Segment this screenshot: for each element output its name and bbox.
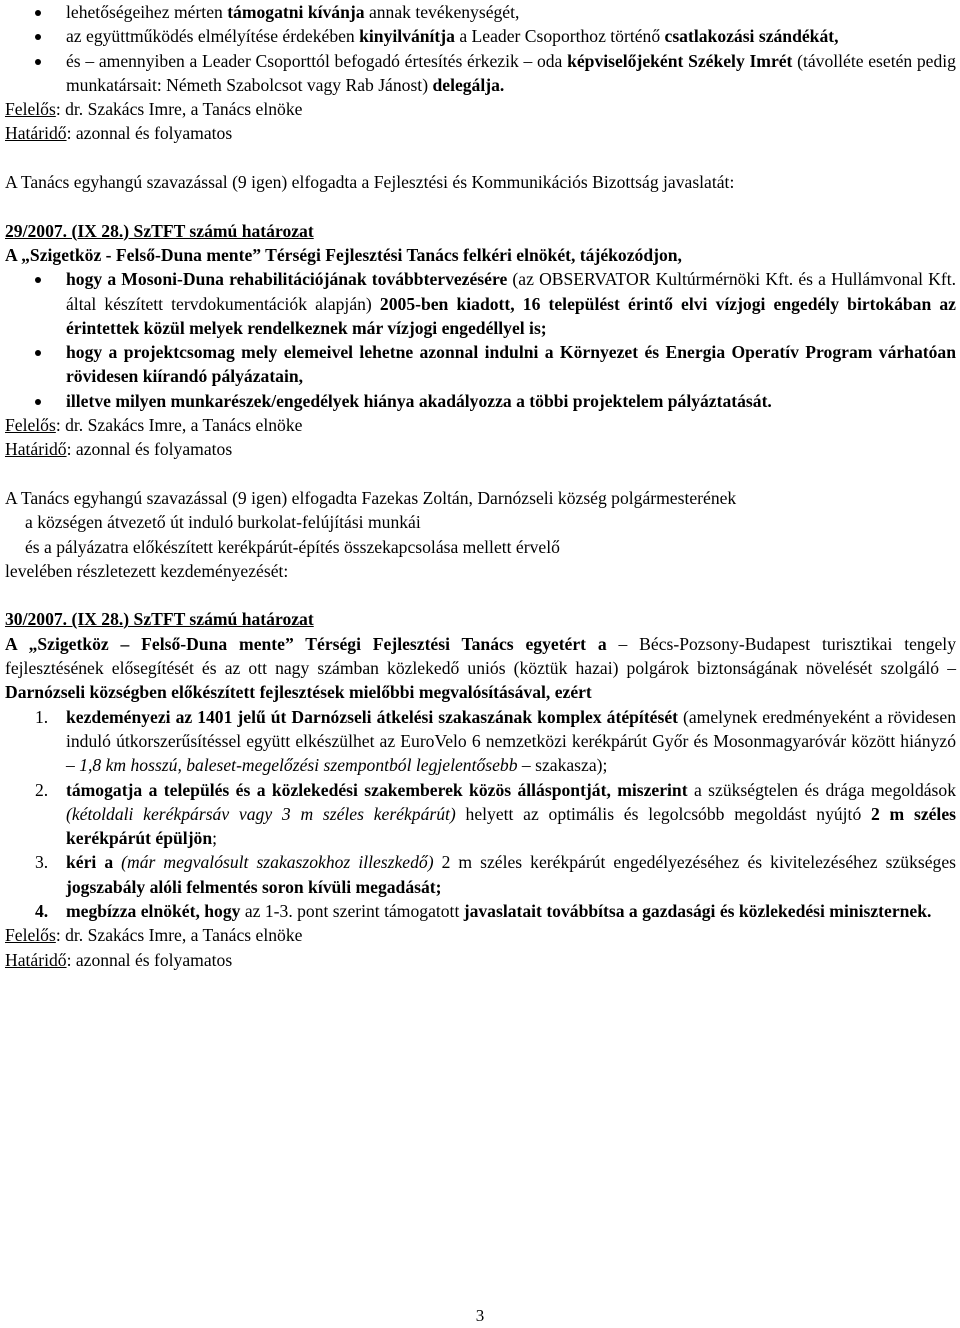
bullet-icon bbox=[35, 350, 41, 356]
resolution-30-heading: 30/2007. (IX 28.) SzTFT számú határozat bbox=[5, 609, 314, 630]
vote-statement-2: A Tanács egyhangú szavazással (9 igen) elfogadta Fazekas Zoltán, Darnózseli község polgármesterének bbox=[5, 487, 737, 508]
list-item: 1. kezdeményezi az 1401 jelű út Darnózseli átkelési szakaszának komplex átépítését (amelynek eredményeként a rövidesen induló útkorszerűsítéssel együtt elkészülhet az EuroVelo 6 nemzetközi kerékpárút Győr és Mosonmagyaróvár között hiányzó – 1,8 km hosszú, baleset-megelőzési szempontból legjelentősebb – szakasza); bbox=[35, 706, 956, 776]
document-page bbox=[5, 0, 956, 972]
list-item: illetve milyen munkarészek/engedélyek hiánya akadályozza a többi projektelem pályáztatását. bbox=[5, 389, 956, 413]
bullet-list-1 bbox=[5, 0, 956, 97]
deadline-line: Határidő: azonnal és folyamatos bbox=[5, 123, 233, 144]
vote-statement-2-line: és a pályázatra előkészített kerékpárút-építés összekapcsolása mellett érvelő bbox=[25, 536, 560, 557]
vote-statement-2-line: a községen átvezető út induló burkolat-felújítási munkái bbox=[25, 512, 421, 533]
list-item: 3. kéri a (már megvalósult szakaszokhoz illeszkedő) 2 m széles kerékpárút engedélyezéséhez és kivitelezéséhez szükséges jogszabály alóli felmentés soron kívüli megadását; bbox=[35, 852, 956, 897]
vote-statement-2-line: levelében részletezett kezdeményezését: bbox=[5, 560, 289, 581]
bullet-icon bbox=[35, 399, 41, 405]
bullet-icon bbox=[35, 59, 41, 65]
resolution-29-heading: 29/2007. (IX 28.) SzTFT számú határozat bbox=[5, 220, 314, 241]
bullet-icon bbox=[35, 10, 41, 16]
list-item: 4. megbízza elnökét, hogy az 1-3. pont szerint támogatott javaslatait továbbítsa a gazdasági és közlekedési miniszternek. bbox=[35, 900, 932, 921]
resolution-29-intro: A „Szigetköz - Felső-Duna mente” Térségi Fejlesztési Tanács felkéri elnökét, tájékozódjon, bbox=[5, 244, 682, 265]
page-number: 3 bbox=[475, 1306, 485, 1325]
responsible-line: Felelős: dr. Szakács Imre, a Tanács elnöke bbox=[5, 99, 303, 120]
list-item: az együttműködés elmélyítése érdekében kinyilvánítja a Leader Csoporthoz történő csatlakozási szándékát, bbox=[5, 24, 956, 48]
list-item: 2. támogatja a település és a közlekedési szakemberek közös álláspontját, miszerint a szükségtelen és drága megoldások (kétoldali kerékpársáv vagy 3 m széles kerékpárút) helyett az optimális és legolcsóbb megoldást nyújtó 2 m széles kerékpárút épüljön; bbox=[35, 779, 956, 849]
bullet-icon bbox=[35, 277, 41, 283]
bullet-icon bbox=[35, 34, 41, 40]
deadline-line: Határidő: azonnal és folyamatos bbox=[5, 949, 233, 970]
list-item: hogy a projektcsomag mely elemeivel lehetne azonnal indulni a Környezet és Energia Operatív Program várhatóan rövidesen kiírandó pályázatain, bbox=[5, 340, 956, 389]
list-item: hogy a Mosoni-Duna rehabilitációjának továbbtervezésére (az OBSERVATOR Kultúrmérnöki Kft. és a Hullámvonal Kft. által készített tervdokumentációk alapján) 2005-ben kiadott, 16 települést érintő elvi vízjogi engedély birtokában az érintettek közül melyek rendelkeznek már vízjogi engedéllyel is; bbox=[5, 267, 956, 340]
responsible-line: Felelős: dr. Szakács Imre, a Tanács elnöke bbox=[5, 415, 303, 436]
deadline-line: Határidő: azonnal és folyamatos bbox=[5, 439, 233, 460]
list-item: és – amennyiben a Leader Csoporttól befogadó értesítés érkezik – oda képviselőjeként Székely Imrét (távolléte esetén pedig munkatársait: Németh Szabolcsot vagy Rab Jánost) delegálja. bbox=[5, 49, 956, 98]
vote-statement-1: A Tanács egyhangú szavazással (9 igen) elfogadta a Fejlesztési és Kommunikációs Bizottság javaslatát: bbox=[5, 172, 735, 193]
responsible-line: Felelős: dr. Szakács Imre, a Tanács elnöke bbox=[5, 925, 303, 946]
list-item: lehetőségeihez mérten támogatni kívánja annak tevékenységét, bbox=[5, 0, 956, 24]
resolution-30-intro: A „Szigetköz – Felső-Duna mente” Térségi Fejlesztési Tanács egyetért a – Bécs-Pozsony-Budapest turisztikai tengely fejlesztésének elősegítését és az ott nagy számban közlekedő uniós (köztük hazai) polgárok biztonságának növelését szolgáló – Darnózseli községben előkészített fejlesztések mielőbbi megvalósításával, ezért bbox=[5, 633, 956, 703]
bullet-list-29 bbox=[5, 267, 956, 413]
numbered-list-30 bbox=[5, 705, 956, 924]
